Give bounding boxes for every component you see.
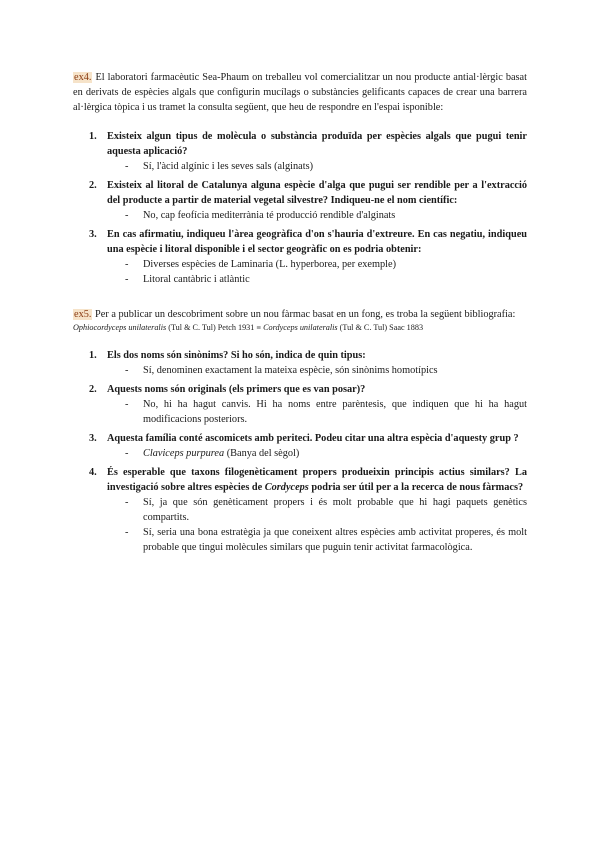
- ex4-intro: ex4. El laboratori farmacèutic Sea-Phaum on treballeu vol comercialitzar un nou producte antial·lèrgic basat en derivats de espècies algals que configurin mucílags o substàncies gelificants capaces de crear una barrera al·lèrgica tòpica i us tramet la consulta següent, que heu de respondre en l'espai isponible:: [73, 72, 527, 113]
- question-item: 2. Aquests noms són originals (els primers que es van posar)? - No, hi ha hagut canvis. Hi ha noms entre parèntesis, que indiquen que hi ha hagut modificacions posteriors.: [89, 384, 527, 425]
- answer-item: - Litoral cantàbric i atlàntic: [125, 274, 250, 285]
- question-text: És esperable que taxons filogenèticament propers produeixin principis actius similars? La investigació sobre altres espècies de Cordyceps podria ser útil per a la recerca de nous fàrmacs?: [107, 467, 527, 493]
- ex4-tag: ex4.: [74, 72, 92, 83]
- question-item: 2. Existeix al litoral de Catalunya alguna espècie d'alga que pugui ser rendible per a l'extracció del producte a partir de material vegetal silvestre? Indiqueu-ne el nom científic: - No, cap feofícia mediterrània té producció rendible d'alginats: [89, 180, 527, 221]
- question-text: En cas afirmatiu, indiqueu l'àrea geogràfica d'on s'hauria d'extreure. En cas negatiu, indiqueu una espècie i litoral disponible i el sector geogràfic on es podria obtenir:: [107, 229, 527, 255]
- answer-item: - No, cap feofícia mediterrània té producció rendible d'alginats: [125, 210, 396, 221]
- question-item: 3. Aquesta família conté ascomicets amb periteci. Podeu citar una altra espècia d'aquesty grup ? - Claviceps purpurea (Banya del sègol): [107, 431, 527, 461]
- question-item: 1. Existeix algun tipus de molècula o substància produïda per espècies algals que pugui tenir aquesta aplicació? - Sí, l'àcid algínic i les seves sals (alginats): [89, 131, 527, 172]
- answer-item: - Sí, ja que són genèticament propers i és molt probable que hi hagi paquets genètics compartits.: [125, 497, 527, 523]
- question-text: Els dos noms són sinònims? Si ho són, indica de quin tipus:: [107, 350, 366, 361]
- ex5-intro: ex5. Per a publicar un descobriment sobre un nou fàrmac basat en un fong, es troba la següent bibliografia:: [74, 309, 516, 320]
- question-text: Existeix al litoral de Catalunya alguna espècie d'alga que pugui ser rendible per a l'extracció del producte a partir de material vegetal silvestre? Indiqueu-ne el nom científic:: [107, 180, 527, 206]
- answer-item: - Sí, denominen exactament la mateixa espècie, són sinònims homotípics: [125, 365, 438, 376]
- answer-item: - Claviceps purpurea (Banya del sègol): [125, 448, 300, 459]
- answer-item: - Sí, l'àcid algínic i les seves sals (alginats): [125, 161, 313, 172]
- answer-item: - Sí, seria una bona estratègia ja que coneixent altres espècies amb activitat properes, és molt probable que tingui molècules similars que puguin tenir activitat farmacològica.: [125, 527, 527, 553]
- ex5-tag: ex5.: [74, 309, 92, 320]
- document-page: [73, 70, 527, 559]
- question-text: Existeix algun tipus de molècula o substància produïda per espècies algals que pugui tenir aquesta aplicació?: [107, 131, 527, 157]
- ex4-questions: [73, 129, 527, 287]
- question-item: 1. Els dos noms són sinònims? Si ho són, indica de quin tipus: - Sí, denominen exactament la mateixa espècie, són sinònims homotípics: [107, 348, 527, 378]
- question-item: 3. En cas afirmatiu, indiqueu l'àrea geogràfica d'on s'hauria d'extreure. En cas negatiu, indiqueu una espècie i litoral disponible i el sector geogràfic on es podria obtenir: - Diverses espècies de Laminaria (L. hyperborea, per exemple) - Litoral cantàbric i atlàntic: [89, 229, 527, 285]
- question-text: Aquesta família conté ascomicets amb periteci. Podeu citar una altra espècia d'aquesty grup ?: [107, 433, 519, 444]
- answer-item: - Diverses espècies de Laminaria (L. hyperborea, per exemple): [125, 259, 397, 270]
- question-text: Aquests noms són originals (els primers que es van posar)?: [107, 384, 366, 395]
- bibliography-entry: Ophiocordyceps unilateralis (Tul & C. Tul) Petch 1931 ≡ Cordyceps unilateralis (Tul & C. Tul) Saac 1883: [73, 323, 424, 332]
- question-item: 4. És esperable que taxons filogenèticament propers produeixin principis actius similars? La investigació sobre altres espècies de Cordyceps podria ser útil per a la recerca de nous fàrmacs? - Sí, ja que són genèticament propers i és molt probable que hi hagi paquets genètics compartits. - Sí, seria una bona estratègia ja que coneixent altres espècies amb activitat properes, és molt probable que tingui molècules similars que puguin tenir activitat farmacològica.: [89, 467, 527, 553]
- ex5-questions: [73, 348, 527, 555]
- answer-item: - No, hi ha hagut canvis. Hi ha noms entre parèntesis, que indiquen que hi ha hagut modificacions posteriors.: [125, 399, 527, 425]
